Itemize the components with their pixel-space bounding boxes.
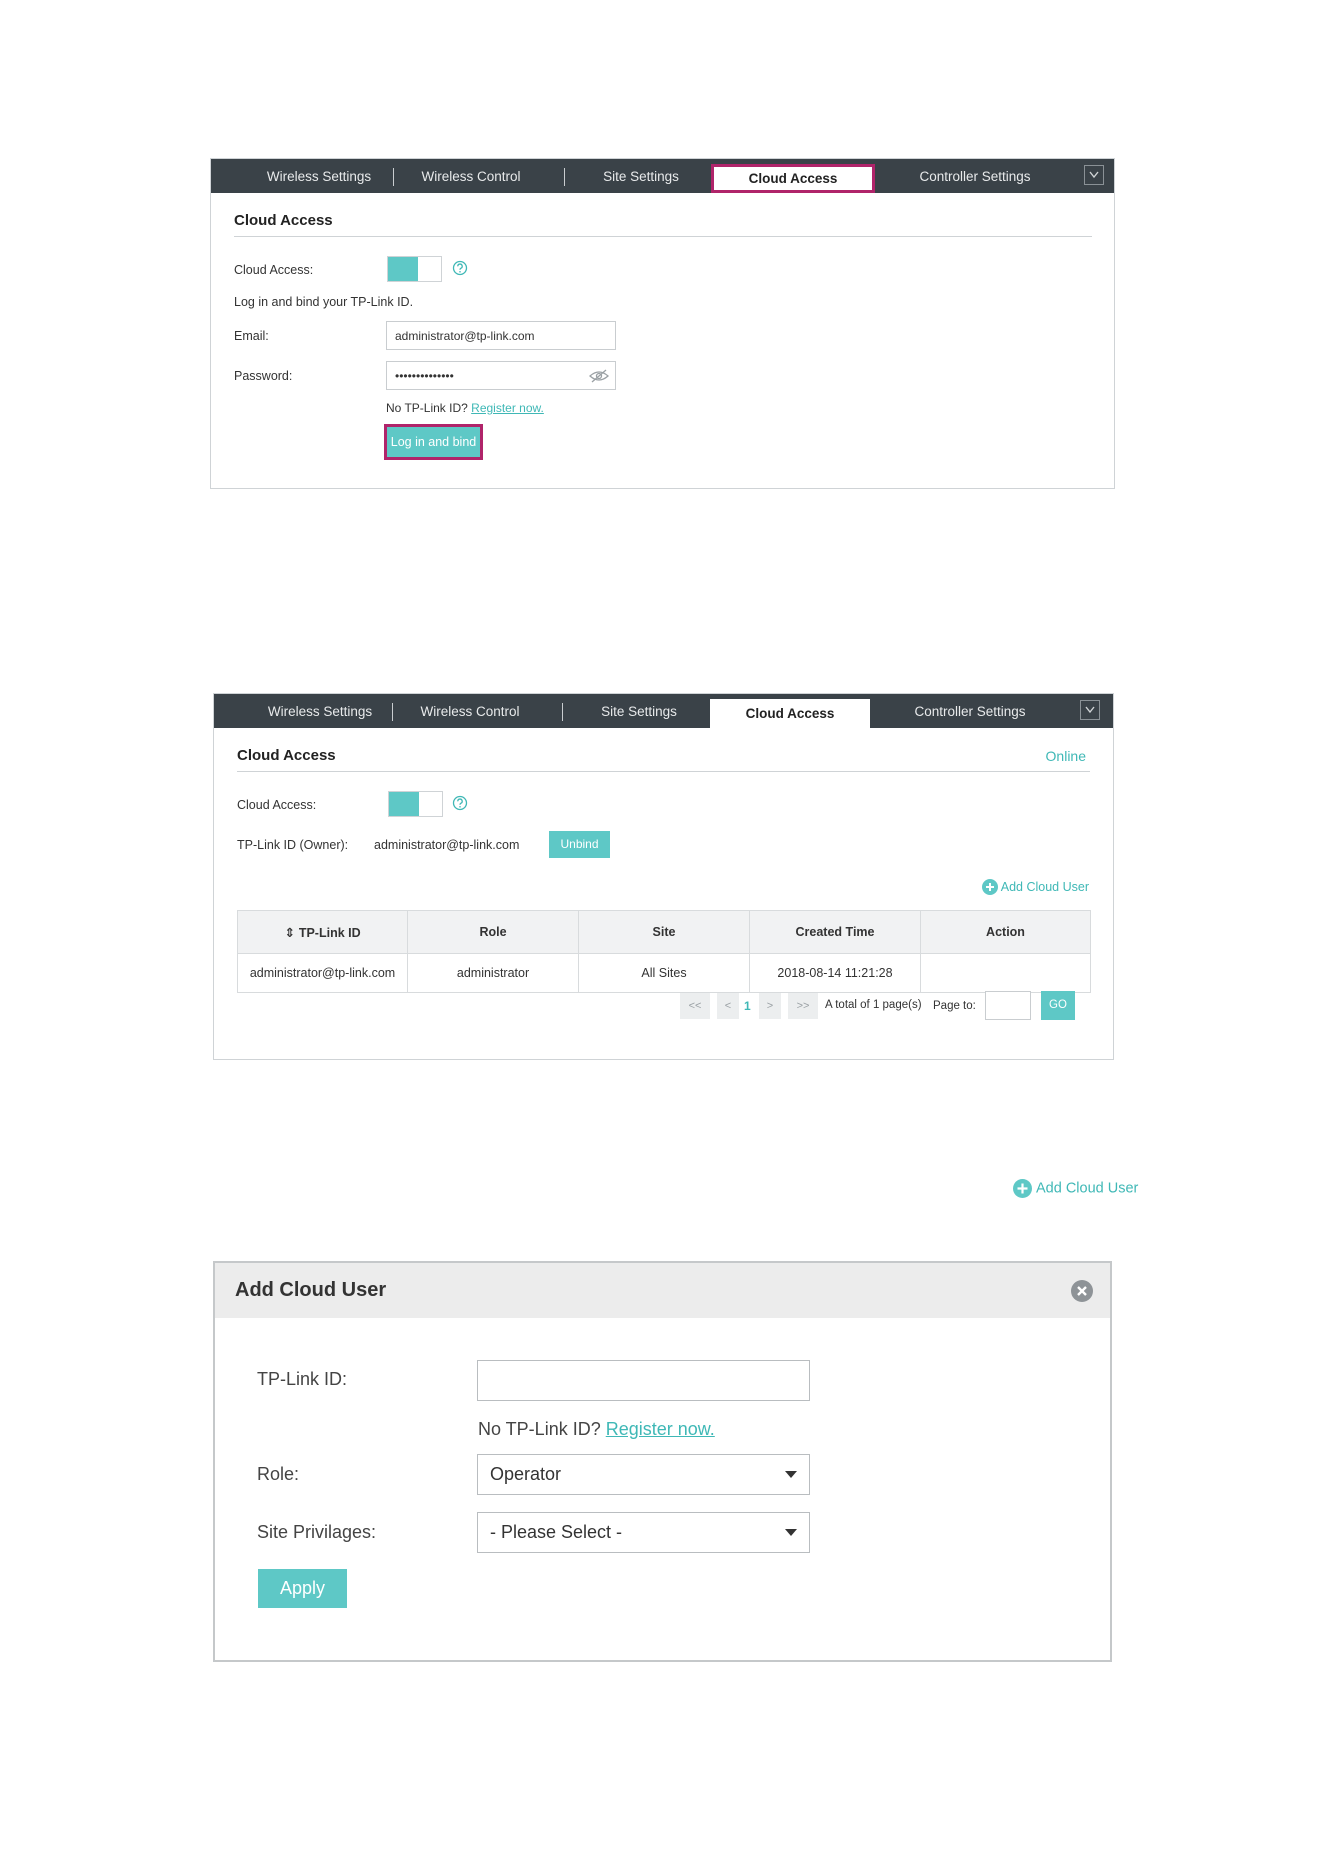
last-page-button[interactable]: >> — [788, 993, 818, 1019]
cloud-access-toggle[interactable] — [387, 256, 442, 282]
unbind-button[interactable]: Unbind — [549, 831, 610, 858]
eye-hidden-icon[interactable] — [589, 369, 609, 383]
cell-role: administrator — [408, 954, 579, 993]
password-label: Password: — [234, 369, 293, 383]
chevron-down-icon — [1089, 171, 1099, 179]
role-selected-value: Operator — [490, 1464, 562, 1484]
no-id-line — [478, 1419, 715, 1440]
apply-button[interactable]: Apply — [258, 1569, 347, 1608]
connection-status: Online — [1045, 748, 1086, 764]
tab-divider — [392, 703, 393, 721]
add-cloud-user-dialog — [213, 1261, 1112, 1662]
next-page-button[interactable]: > — [759, 993, 781, 1019]
site-privileges-select[interactable] — [477, 1512, 810, 1553]
add-cloud-user-link[interactable]: Add Cloud User — [982, 878, 1089, 896]
chevron-down-icon — [1085, 706, 1095, 714]
current-page-number[interactable]: 1 — [744, 999, 751, 1013]
cloud-access-bound-panel — [213, 693, 1114, 1060]
role-select[interactable] — [477, 1454, 810, 1495]
dropdown-caret-icon — [785, 1529, 797, 1536]
column-header-site: Site — [579, 911, 750, 954]
section-divider — [234, 236, 1092, 237]
tab-controller-settings[interactable]: Controller Settings — [914, 704, 1026, 719]
plus-circle-icon — [1013, 1179, 1032, 1198]
tab-divider — [564, 168, 565, 186]
section-divider — [237, 771, 1090, 772]
cloud-access-label: Cloud Access: — [234, 263, 314, 277]
first-page-button[interactable]: << — [680, 993, 710, 1019]
site-privileges-label: Site Privilages: — [257, 1522, 377, 1542]
column-header-role: Role — [408, 911, 579, 954]
go-button[interactable]: GO — [1041, 991, 1075, 1020]
cloud-users-table — [237, 910, 1091, 993]
tab-cloud-access[interactable]: Cloud Access — [710, 699, 870, 728]
column-header-action: Action — [921, 911, 1091, 954]
column-header-created-time: Created Time — [750, 911, 921, 954]
email-label: Email: — [234, 329, 269, 343]
tab-divider — [393, 168, 394, 186]
table-header-row — [238, 911, 1091, 954]
cloud-access-label: Cloud Access: — [237, 798, 317, 812]
email-field[interactable]: administrator@tp-link.com — [386, 321, 616, 350]
no-id-text: No TP-Link ID? — [386, 401, 468, 415]
close-icon[interactable] — [1070, 1279, 1094, 1303]
section-title: Cloud Access — [234, 212, 333, 229]
add-cloud-user-standalone-link[interactable]: Add Cloud User — [1013, 1179, 1138, 1198]
tab-wireless-control[interactable]: Wireless Control — [421, 169, 521, 184]
cell-created-time: 2018-08-14 11:21:28 — [750, 954, 921, 993]
dialog-title: Add Cloud User — [235, 1279, 387, 1301]
register-now-link[interactable]: Register now. — [471, 401, 544, 415]
tab-wireless-control[interactable]: Wireless Control — [420, 704, 520, 719]
tab-controller-settings[interactable]: Controller Settings — [919, 169, 1031, 184]
cell-tp-link-id: administrator@tp-link.com — [238, 954, 408, 993]
site-selected-value: - Please Select - — [490, 1522, 623, 1542]
cloud-access-toggle[interactable] — [388, 791, 443, 817]
log-in-and-bind-button[interactable]: Log in and bind — [387, 427, 480, 457]
tab-site-settings[interactable]: Site Settings — [603, 169, 679, 184]
help-icon[interactable] — [452, 260, 468, 276]
dropdown-caret-icon — [785, 1471, 797, 1478]
owner-label: TP-Link ID (Owner): — [237, 838, 349, 852]
section-title: Cloud Access — [237, 747, 336, 764]
dialog-header — [215, 1263, 1110, 1318]
tab-wireless-settings[interactable]: Wireless Settings — [267, 704, 373, 719]
sort-icon[interactable]: ⇕ — [284, 925, 295, 940]
no-id-line — [386, 401, 544, 415]
cell-site: All Sites — [579, 954, 750, 993]
prev-page-button[interactable]: < — [717, 993, 739, 1019]
tab-cloud-access[interactable]: Cloud Access — [711, 164, 875, 193]
nav-more-dropdown[interactable] — [1080, 700, 1100, 720]
bind-intro-text: Log in and bind your TP-Link ID. — [234, 295, 414, 309]
tab-wireless-settings[interactable]: Wireless Settings — [266, 169, 372, 184]
tab-divider — [562, 703, 563, 721]
page-to-input[interactable] — [985, 991, 1031, 1020]
cloud-access-login-panel — [210, 158, 1115, 489]
tp-link-id-field[interactable] — [477, 1360, 810, 1401]
tp-link-id-label: TP-Link ID: — [257, 1369, 348, 1389]
top-nav-bar — [214, 694, 1113, 728]
register-now-link[interactable]: Register now. — [605, 1419, 715, 1439]
password-value: •••••••••••••• — [395, 369, 454, 383]
cell-action — [921, 954, 1091, 993]
password-field[interactable] — [386, 361, 616, 390]
help-icon[interactable] — [452, 795, 468, 811]
plus-circle-icon — [982, 879, 998, 895]
column-header-tp-link-id[interactable]: ⇕ TP-Link ID — [238, 911, 408, 954]
page-total-text: A total of 1 page(s) — [825, 999, 922, 1011]
no-id-text: No TP-Link ID? — [478, 1419, 601, 1439]
nav-more-dropdown[interactable] — [1084, 165, 1104, 185]
table-row — [238, 954, 1091, 993]
tab-site-settings[interactable]: Site Settings — [601, 704, 677, 719]
owner-id-value: administrator@tp-link.com — [374, 838, 520, 852]
page-to-label: Page to: — [933, 1000, 976, 1012]
role-label: Role: — [257, 1464, 300, 1484]
top-nav-bar — [211, 159, 1114, 193]
